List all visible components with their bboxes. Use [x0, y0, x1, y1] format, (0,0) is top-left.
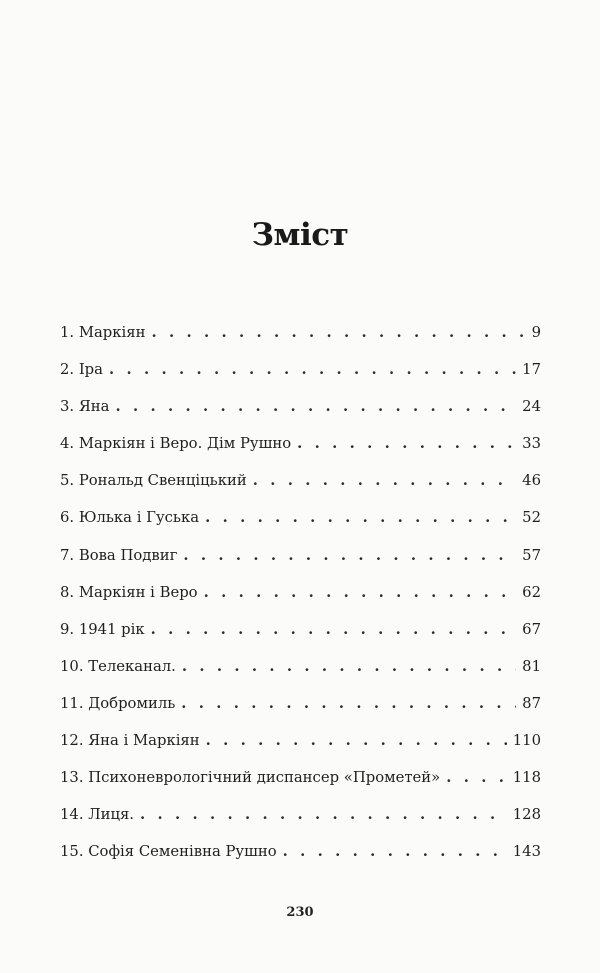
toc-dot-leader	[204, 583, 517, 603]
toc-dot-leader	[151, 620, 517, 640]
toc-entry-title: 2. Іра	[60, 361, 103, 379]
toc-dot-leader	[283, 842, 507, 862]
toc-entry	[60, 694, 541, 731]
toc-entry-page: 143	[512, 843, 541, 861]
toc-entry	[60, 508, 541, 545]
toc-dot-leader	[140, 805, 507, 825]
toc-entry-page: 24	[522, 398, 541, 416]
toc-dot-leader	[253, 471, 516, 491]
toc-dot-leader	[297, 434, 516, 454]
toc-entry-page: 67	[522, 620, 541, 638]
toc-dot-leader	[446, 768, 507, 788]
toc-entry-page: 118	[512, 769, 541, 787]
toc-entry-page: 128	[512, 806, 541, 824]
toc-entry-page: 17	[522, 361, 541, 379]
toc-entry-page: 52	[522, 509, 541, 527]
toc-entry	[60, 434, 541, 471]
toc-entry-page: 62	[522, 583, 541, 601]
toc-dot-leader	[206, 731, 507, 751]
toc-entry-title: 6. Юлька і Гуська	[60, 509, 200, 527]
toc-dot-leader	[151, 323, 525, 343]
toc-entry	[60, 731, 541, 768]
toc-entry	[60, 620, 541, 657]
toc-dot-leader	[182, 657, 516, 677]
toc-entry	[60, 471, 541, 508]
page-number: 230	[286, 905, 314, 920]
toc-entry-title: 11. Добромиль	[60, 694, 176, 712]
toc-dot-leader	[109, 360, 516, 380]
toc-dot-leader	[205, 508, 516, 528]
toc-dot-leader	[181, 694, 516, 714]
toc-entry	[60, 360, 541, 397]
toc-entry-page: 81	[522, 657, 541, 675]
toc-entry	[60, 397, 541, 434]
toc-entry-title: 5. Рональд Свенціцький	[60, 472, 247, 490]
table-of-contents	[60, 323, 541, 879]
toc-entry	[60, 323, 541, 360]
toc-entry-title: 12. Яна і Маркіян	[60, 732, 200, 750]
toc-entry-title: 14. Лиця.	[60, 806, 134, 824]
toc-entry	[60, 842, 541, 879]
toc-entry	[60, 583, 541, 620]
toc-entry-page: 33	[522, 435, 541, 453]
toc-entry-title: 1. Маркіян	[60, 324, 146, 341]
toc-entry-page: 46	[522, 472, 541, 490]
toc-dot-leader	[183, 546, 516, 566]
toc-entry-title: 8. Маркіян і Веро	[60, 583, 198, 601]
toc-entry-title: 10. Телеканал.	[60, 657, 176, 675]
toc-entry-title: 7. Вова Подвиг	[60, 546, 178, 564]
toc-entry	[60, 805, 541, 842]
toc-entry	[60, 768, 541, 805]
toc-entry-page: 87	[522, 694, 541, 712]
page-title: Зміст	[251, 216, 349, 253]
toc-entry-page: 9	[531, 324, 541, 341]
toc-dot-leader	[115, 397, 516, 417]
toc-entry	[60, 657, 541, 694]
toc-entry-page: 110	[512, 732, 541, 750]
toc-entry-page: 57	[522, 546, 541, 564]
toc-entry-title: 15. Софія Семенівна Рушно	[60, 843, 277, 861]
toc-entry-title: 9. 1941 рік	[60, 620, 145, 638]
toc-entry-title: 13. Психоневрологічний диспансер «Прометей»	[60, 769, 441, 787]
toc-entry-title: 4. Маркіян і Веро. Дім Рушно	[60, 435, 292, 453]
toc-entry	[60, 546, 541, 583]
toc-entry-title: 3. Яна	[60, 398, 110, 416]
